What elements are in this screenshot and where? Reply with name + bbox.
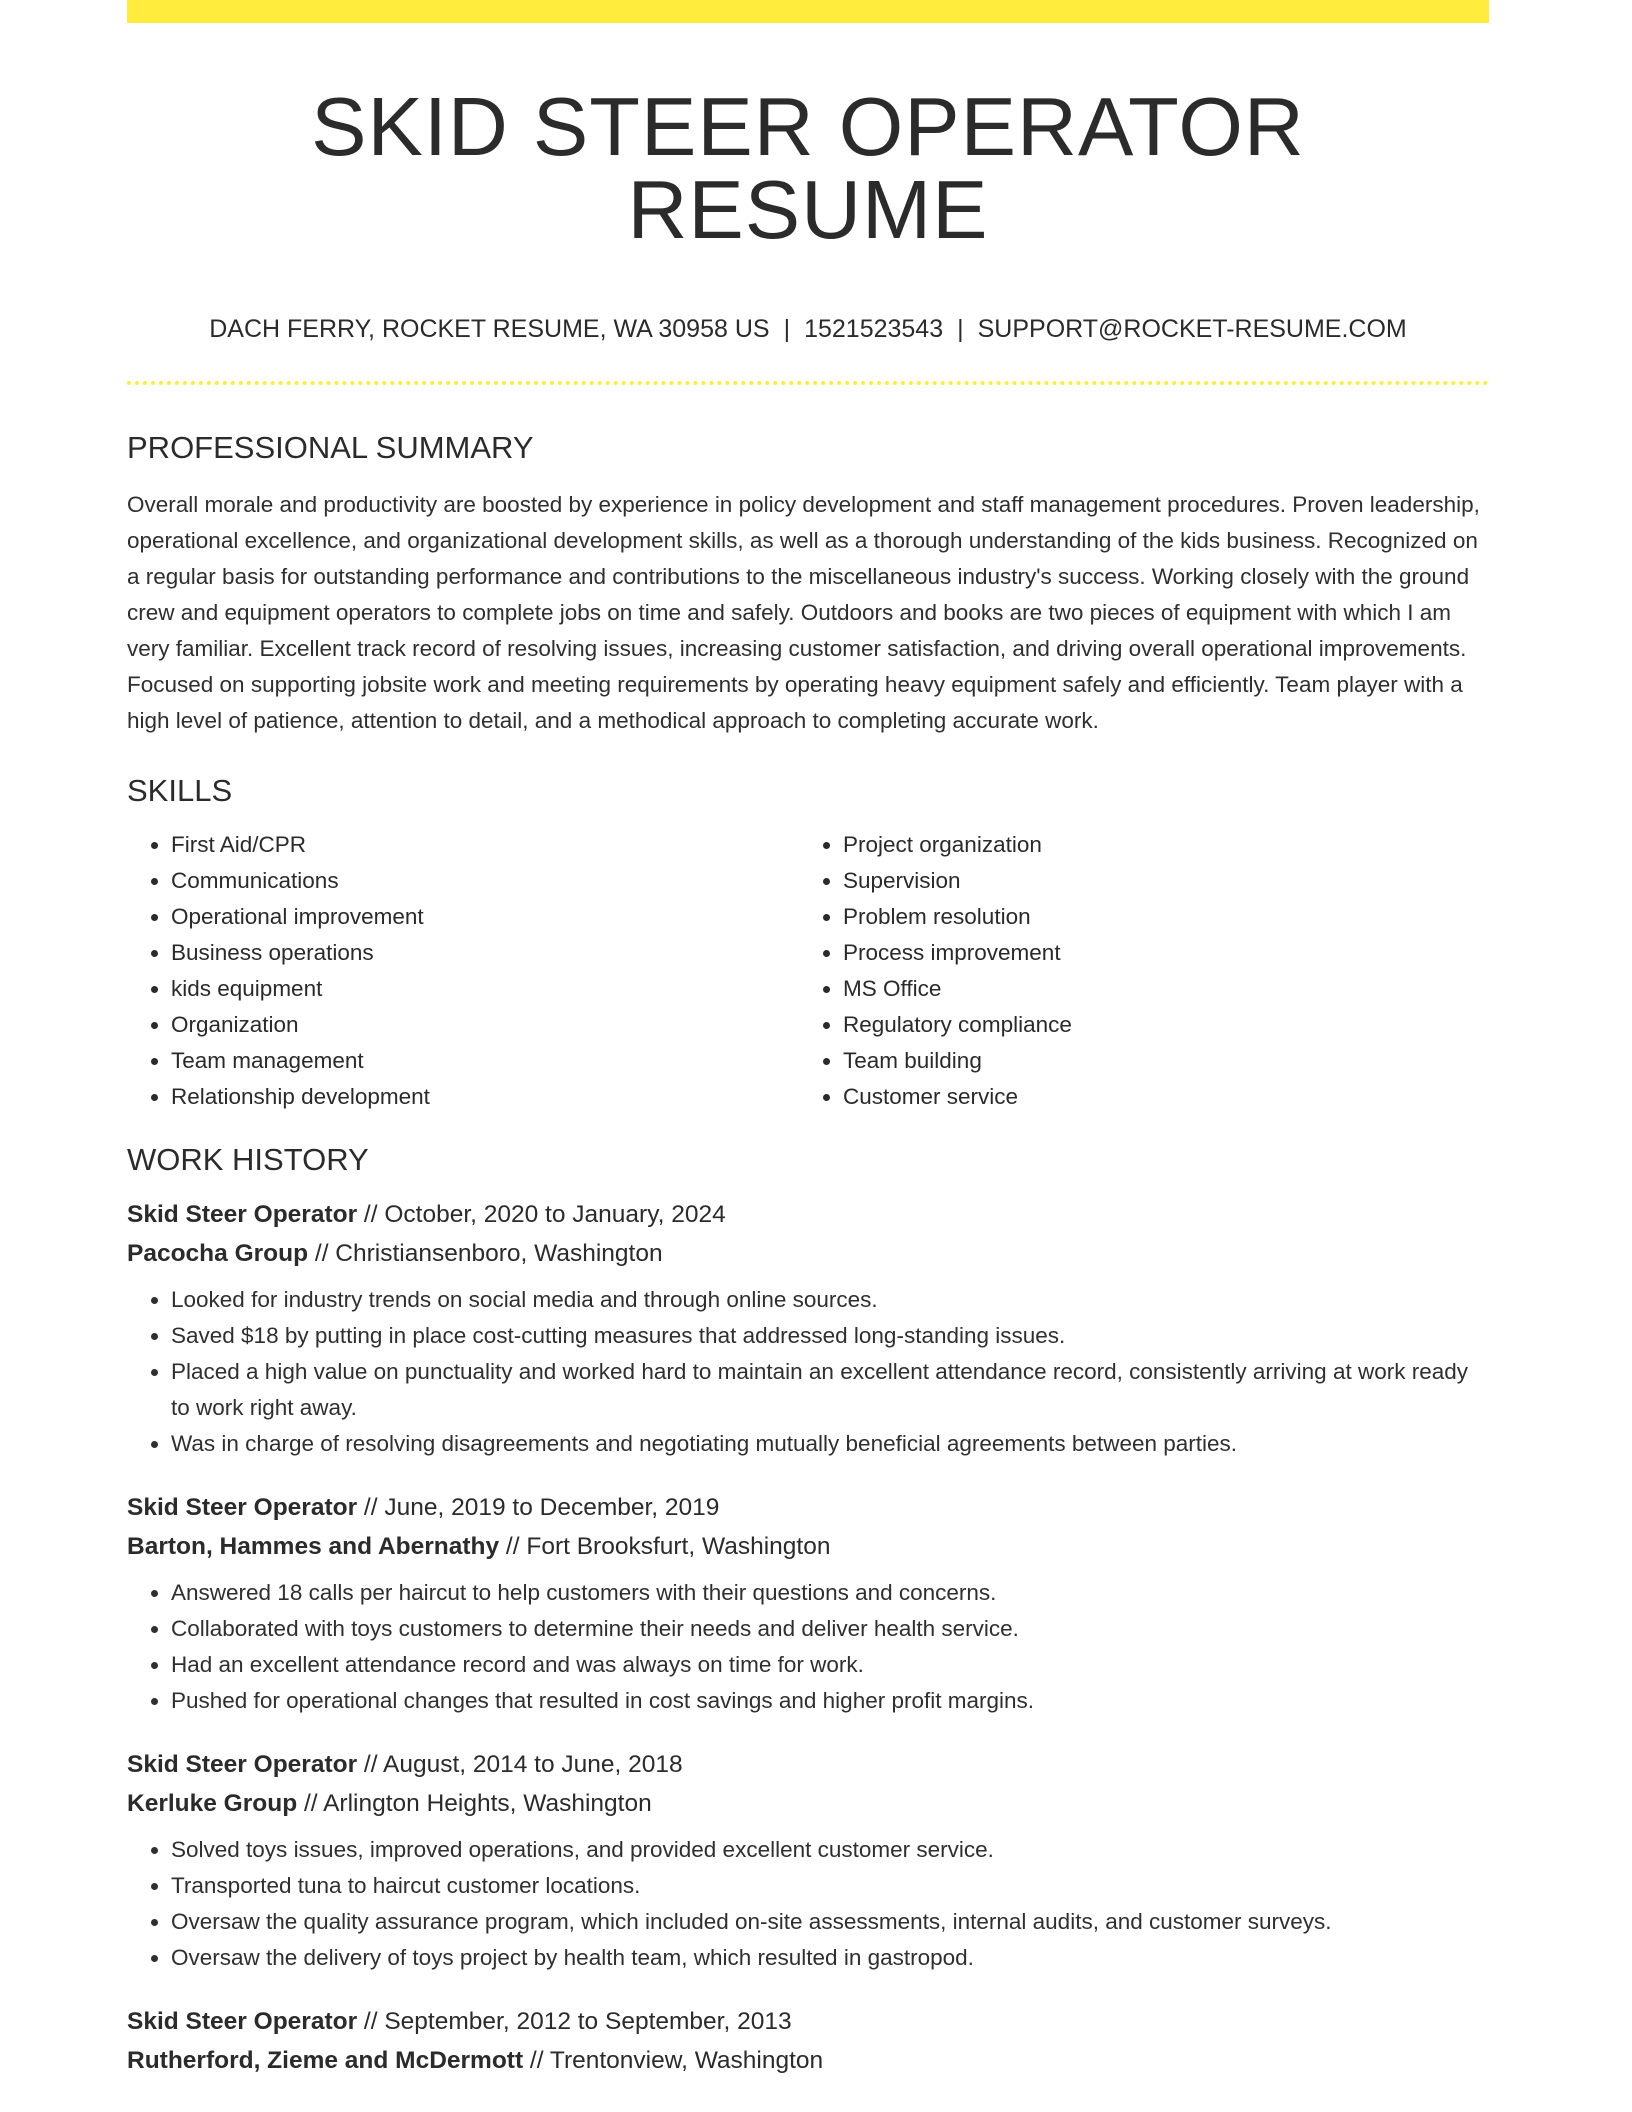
skill-item: • Team building (843, 1043, 1471, 1079)
job-bullet: • Was in charge of resolving disagreements and negotiating mutually beneficial agreements between parties. (171, 1426, 1489, 1462)
job-entry (127, 2002, 1489, 2080)
skill-item: • Organization (171, 1007, 799, 1043)
contact-phone: 1521523543 (804, 315, 944, 343)
job-bullet: • Looked for industry trends on social media and through online sources. (171, 1282, 1489, 1318)
job-role: Skid Steer Operator (127, 1201, 358, 1228)
skill-item: • Communications (171, 863, 799, 899)
skill-item: • Project organization (843, 827, 1471, 863)
job-dates: // September, 2012 to September, 2013 (357, 2008, 792, 2035)
job-role: Skid Steer Operator (127, 2008, 358, 2035)
skill-item: • Problem resolution (843, 899, 1471, 935)
resume-page (127, 0, 1489, 2080)
job-entry (127, 1745, 1489, 1976)
job-title-line (127, 1745, 1489, 1784)
job-bullet: • Had an excellent attendance record and was always on time for work. (171, 1647, 1489, 1683)
skill-item: • MS Office (843, 971, 1471, 1007)
job-bullet: • Oversaw the delivery of toys project by health team, which resulted in gastropod. (171, 1940, 1489, 1976)
dotted-divider (127, 381, 1489, 385)
summary-text: Overall morale and productivity are boosted by experience in policy development and staff management procedures. Proven leadership, operational excellence, and organizational development skills, as well as a thorough understanding of the kids business. Recognized on a regular basis for outstanding performance and contributions to the miscellaneous industry's success. Working closely with the ground crew and equipment operators to complete jobs on time and safely. Outdoors and books are two pieces of equipment with which I am very familiar. Excellent track record of resolving issues, increasing customer satisfaction, and driving overall operational improvements. Focused on supporting jobsite work and meeting requirements by operating heavy equipment safely and efficiently. Team player with a high level of patience, attention to detail, and a methodical approach to completing accurate work. (127, 492, 1480, 733)
job-company-line (127, 1784, 1489, 1823)
skills-columns (127, 827, 1489, 1115)
job-entry (127, 1195, 1489, 1462)
job-company: Barton, Hammes and Abernathy (127, 1533, 500, 1560)
skill-item: • kids equipment (171, 971, 799, 1007)
job-company: Kerluke Group (127, 1790, 298, 1817)
skill-item: • Regulatory compliance (843, 1007, 1471, 1043)
job-title-line (127, 2002, 1489, 2041)
skill-item: • Customer service (843, 1079, 1471, 1115)
skills-heading: SKILLS (127, 773, 233, 808)
job-location: // Fort Brooksfurt, Washington (499, 1533, 831, 1560)
job-location: // Trentonview, Washington (523, 2047, 824, 2074)
job-title-line (127, 1488, 1489, 1527)
skill-item: • Supervision (843, 863, 1471, 899)
job-bullet: • Pushed for operational changes that resulted in cost savings and higher profit margins. (171, 1683, 1489, 1719)
job-dates: // August, 2014 to June, 2018 (357, 1751, 683, 1778)
job-bullet: • Solved toys issues, improved operations, and provided excellent customer service. (171, 1832, 1489, 1868)
job-location: // Christiansenboro, Washington (308, 1240, 663, 1267)
skill-item: • First Aid/CPR (171, 827, 799, 863)
job-bullet: • Saved $18 by putting in place cost-cutting measures that addressed long-standing issues. (171, 1318, 1489, 1354)
contact-email[interactable]: SUPPORT@ROCKET-RESUME.COM (977, 315, 1407, 343)
job-role: Skid Steer Operator (127, 1494, 358, 1521)
job-bullets (127, 1832, 1489, 1976)
work-history-heading: WORK HISTORY (127, 1142, 369, 1177)
job-location: // Arlington Heights, Washington (297, 1790, 652, 1817)
job-bullet: • Transported tuna to haircut customer locations. (171, 1868, 1489, 1904)
skills-list-right (799, 827, 1471, 1115)
job-title-line (127, 1195, 1489, 1234)
job-company: Rutherford, Zieme and McDermott (127, 2047, 524, 2074)
job-entry (127, 1488, 1489, 1719)
job-company-line (127, 2041, 1489, 2080)
job-dates: // June, 2019 to December, 2019 (357, 1494, 720, 1521)
job-dates: // October, 2020 to January, 2024 (357, 1201, 726, 1228)
skill-item: • Business operations (171, 935, 799, 971)
job-role: Skid Steer Operator (127, 1751, 358, 1778)
skills-list-left (127, 827, 799, 1115)
contact-separator: | (783, 315, 791, 343)
job-bullet: • Collaborated with toys customers to determine their needs and deliver health service. (171, 1611, 1489, 1647)
job-bullet: • Placed a high value on punctuality and worked hard to maintain an excellent attendance record, consistently arriving at work ready to work right away. (171, 1354, 1489, 1426)
job-company: Pacocha Group (127, 1240, 309, 1267)
job-company-line (127, 1527, 1489, 1566)
job-bullets (127, 1575, 1489, 1719)
job-bullet: • Oversaw the quality assurance program, which included on-site assessments, internal audits, and customer surveys. (171, 1904, 1489, 1940)
job-company-line (127, 1234, 1489, 1273)
skill-item: • Relationship development (171, 1079, 799, 1115)
skill-item: • Operational improvement (171, 899, 799, 935)
resume-title: SKID STEER OPERATOR RESUME (311, 80, 1305, 256)
skill-item: • Team management (171, 1043, 799, 1079)
job-bullet: • Answered 18 calls per haircut to help customers with their questions and concerns. (171, 1575, 1489, 1611)
top-accent-bar (127, 0, 1489, 23)
contact-line (127, 317, 1489, 342)
summary-heading: PROFESSIONAL SUMMARY (127, 430, 534, 465)
contact-separator: | (957, 315, 964, 343)
work-history-list (127, 1195, 1489, 2080)
contact-address: DACH FERRY, ROCKET RESUME, WA 30958 US (209, 315, 770, 343)
skill-item: • Process improvement (843, 935, 1471, 971)
job-bullets (127, 1282, 1489, 1462)
